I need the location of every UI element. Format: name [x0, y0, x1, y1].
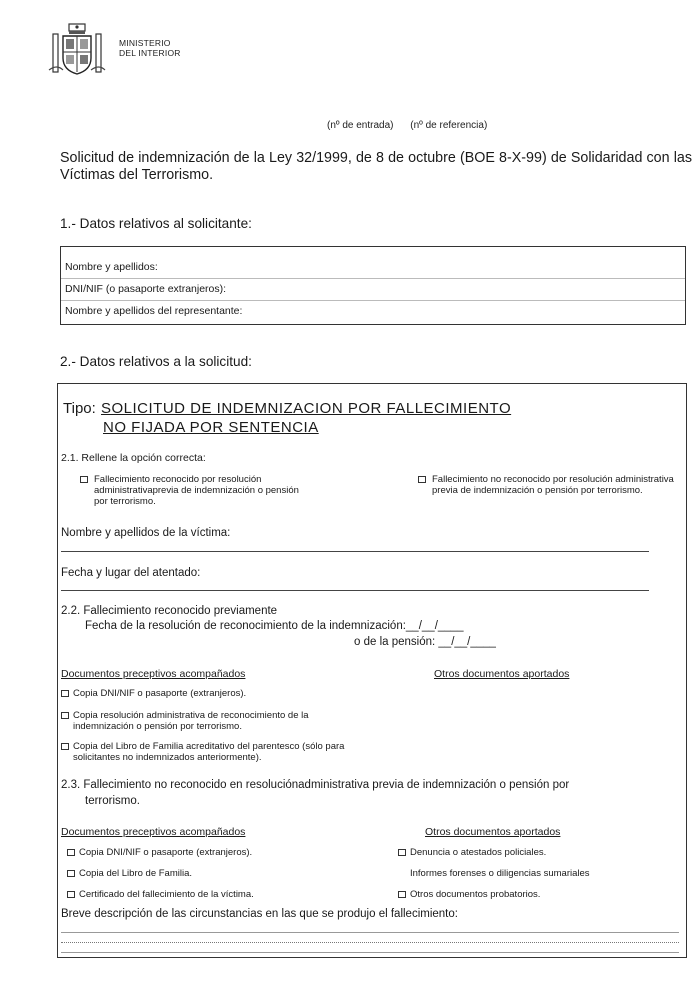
doc-item-label: Copia del Libro de Familia. [79, 868, 193, 879]
applicant-name-field[interactable]: Nombre y apellidos: [61, 257, 685, 279]
section-2-2-heading: 2.2. Fallecimiento reconocido previamente [61, 605, 278, 617]
type-value-line-1: SOLICITUD DE INDEMNIZACION POR FALLECIMIENTO [101, 400, 512, 417]
doc-item[interactable] [398, 847, 683, 858]
ministry-line-1: MINISTERIO [119, 38, 171, 48]
section-2-3-heading-line-2: terrorismo. [85, 795, 140, 807]
entry-number-label: (nº de entrada) [327, 120, 394, 131]
victim-name-line[interactable] [61, 551, 649, 552]
checkbox-icon[interactable] [67, 849, 75, 856]
required-docs-heading: Documentos preceptivos acompañados [61, 668, 246, 680]
form-title: Solicitud de indemnización de la Ley 32/1999, de 8 de octubre (BOE 8-X-99) de Solidaridad con las Víctimas del Terrorismo. [60, 150, 692, 183]
option-recognized[interactable] [80, 474, 310, 507]
type-value-line-2: NO FIJADA POR SENTENCIA [103, 419, 319, 436]
doc-item-label: Copia DNI/NIF o pasaporte (extranjeros). [73, 688, 247, 699]
doc-item[interactable] [67, 868, 357, 879]
doc-item-label: Copia del Libro de Familia acreditativo del parentesco (sólo para solicitantes no indemnizados anteriormente). [73, 741, 345, 763]
doc-item-label: Denuncia o atestados policiales. [410, 847, 547, 858]
doc-item-label: Otros documentos probatorios. [410, 889, 541, 900]
doc-item[interactable] [67, 847, 357, 858]
doc-item[interactable] [61, 710, 361, 732]
doc-item[interactable] [398, 868, 683, 879]
doc-item-label: Copia DNI/NIF o pasaporte (extranjeros). [79, 847, 253, 858]
option-recognized-label: Fallecimiento reconocido por resolución administrativaprevia de indemnización o pensión por terrorismo. [94, 474, 299, 507]
other-docs-heading-2: Otros documentos aportados [425, 826, 561, 838]
checkbox-icon[interactable] [398, 870, 406, 877]
victim-name-label: Nombre y apellidos de la víctima: [61, 527, 231, 539]
section-2-3-heading-line-1: 2.3. Fallecimiento no reconocido en resoluciónadministrativa previa de indemnización o pensión por [61, 779, 570, 791]
coat-of-arms-icon [47, 22, 107, 78]
section-2-1-heading: 2.1. Rellene la opción correcta: [61, 452, 206, 464]
option-not-recognized-label: Fallecimiento no reconocido por resolución administrativa previa de indemnización o pensión por terrorismo. [432, 474, 674, 496]
required-docs-heading-2: Documentos preceptivos acompañados [61, 826, 246, 838]
representative-name-field[interactable]: Nombre y apellidos del representante: [65, 305, 243, 317]
attack-date-place-label: Fecha y lugar del atentado: [61, 567, 201, 579]
type-label: Tipo: [63, 400, 96, 417]
circumstances-label: Breve descripción de las circunstancias en las que se produjo el fallecimiento: [61, 908, 458, 920]
reference-numbers [327, 120, 501, 131]
checkbox-icon[interactable] [61, 712, 69, 719]
pension-date[interactable]: o de la pensión: __/__/____ [354, 636, 496, 648]
checkbox-icon[interactable] [67, 870, 75, 877]
circumstances-line-3[interactable] [61, 952, 679, 953]
applicant-id-field[interactable]: DNI/NIF (o pasaporte extranjeros): [61, 279, 685, 301]
doc-item[interactable] [61, 688, 361, 699]
doc-item[interactable] [398, 889, 683, 900]
section-1-heading: 1.- Datos relativos al solicitante: [60, 216, 252, 231]
checkbox-icon[interactable] [61, 690, 69, 697]
checkbox-icon[interactable] [67, 891, 75, 898]
checkbox-recognized[interactable] [80, 476, 88, 483]
doc-item-label: Copia resolución administrativa de reconocimiento de la indemnización o pensión por terrorismo. [73, 710, 309, 732]
attack-date-place-line[interactable] [61, 590, 649, 591]
doc-item-label: Informes forenses o diligencias sumariales [410, 868, 590, 879]
ministry-name [119, 38, 181, 58]
other-docs-heading: Otros documentos aportados [434, 668, 570, 680]
section-2-heading: 2.- Datos relativos a la solicitud: [60, 354, 252, 369]
doc-item[interactable] [67, 889, 357, 900]
applicant-data-box [60, 246, 686, 325]
checkbox-icon[interactable] [61, 743, 69, 750]
checkbox-icon[interactable] [398, 849, 406, 856]
ministry-line-2: DEL INTERIOR [119, 48, 181, 58]
circumstances-line-2[interactable] [61, 942, 679, 943]
circumstances-line-1[interactable] [61, 932, 679, 933]
reference-number-label: (nº de referencia) [410, 120, 488, 131]
doc-item[interactable] [61, 741, 361, 763]
checkbox-not-recognized[interactable] [418, 476, 426, 483]
doc-item-label: Certificado del fallecimiento de la víctima. [79, 889, 254, 900]
option-not-recognized[interactable] [418, 474, 680, 496]
checkbox-icon[interactable] [398, 891, 406, 898]
indemnity-resolution-date[interactable]: Fecha de la resolución de reconocimiento de la indemnización:__/__/____ [85, 620, 464, 632]
